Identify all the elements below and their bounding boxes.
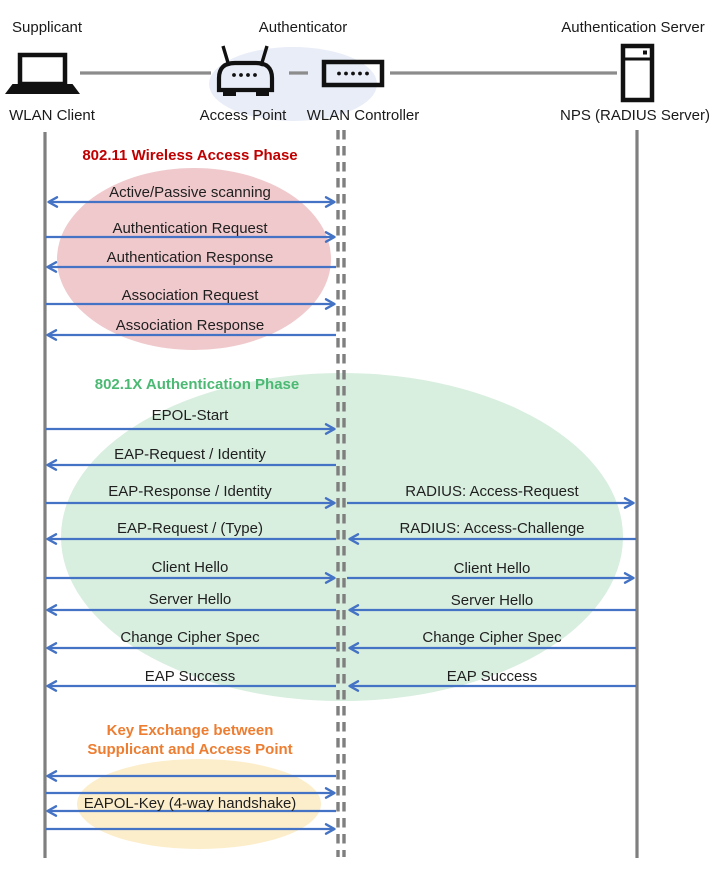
- wlan-client-label: WLAN Client: [9, 107, 95, 124]
- message-label-eap-response-identity: EAP-Response / Identity: [108, 483, 272, 500]
- message-label-radius-access-request: RADIUS: Access-Request: [405, 483, 579, 500]
- message-label-server-hello-left: Server Hello: [148, 591, 232, 608]
- message-label-active-passive-scanning: Active/Passive scanning: [109, 184, 271, 201]
- auth-server-role-label: Authentication Server: [561, 19, 705, 36]
- message-label-association-response: Association Response: [115, 317, 265, 334]
- message-label-client-hello-right: Client Hello: [453, 560, 531, 577]
- message-label-radius-access-challenge: RADIUS: Access-Challenge: [399, 520, 585, 537]
- message-label-eap-success-left: EAP Success: [144, 668, 236, 685]
- message-label-eap-request-type: EAP-Request / (Type): [117, 520, 263, 537]
- message-label-client-hello-left: Client Hello: [151, 559, 229, 576]
- message-label-eap-success-right: EAP Success: [446, 668, 538, 685]
- laptop-icon: [7, 55, 78, 93]
- message-label-change-cipher-spec-right: Change Cipher Spec: [422, 629, 562, 646]
- wlan-controller-label: WLAN Controller: [306, 107, 420, 124]
- nps-server-label: NPS (RADIUS Server): [559, 107, 711, 124]
- message-label-authentication-request: Authentication Request: [112, 220, 268, 237]
- message-label-eapol-key: EAPOL-Key (4-way handshake): [83, 795, 297, 812]
- supplicant-role-label: Supplicant: [12, 19, 83, 36]
- message-label-change-cipher-spec-left: Change Cipher Spec: [120, 629, 260, 646]
- phase1-title: 802.11 Wireless Access Phase: [82, 147, 298, 164]
- message-label-eap-request-identity: EAP-Request / Identity: [114, 446, 266, 463]
- server-icon: [623, 46, 652, 100]
- authenticator-role-label: Authenticator: [258, 19, 348, 36]
- access-point-label: Access Point: [199, 107, 287, 124]
- phase3-title-line2: Supplicant and Access Point: [87, 741, 293, 758]
- message-label-epol-start: EPOL-Start: [151, 407, 229, 424]
- message-label-server-hello-right: Server Hello: [450, 592, 534, 609]
- message-label-authentication-response: Authentication Response: [106, 249, 274, 266]
- phase2-title: 802.1X Authentication Phase: [94, 376, 300, 393]
- message-label-association-request: Association Request: [121, 287, 259, 304]
- phase3-title-line1: Key Exchange between: [106, 722, 274, 739]
